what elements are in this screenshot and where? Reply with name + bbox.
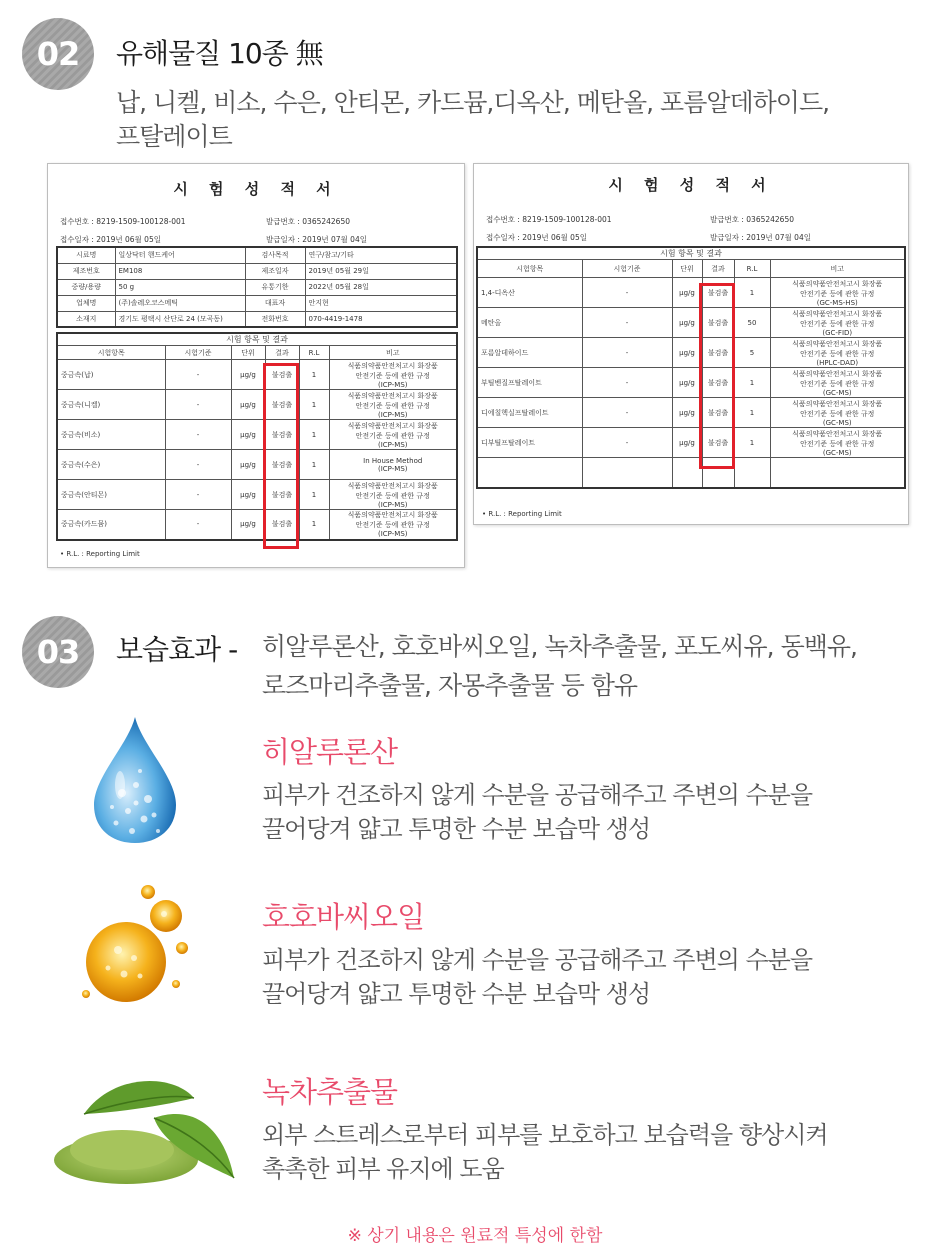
table-row	[477, 458, 905, 488]
description-line: 납, 니켈, 비소, 수은, 안티몬, 카드뮴,디옥산, 메탄올, 포름알데하이드,	[116, 88, 830, 117]
table-row: 디에칠헥실프탈레이트 - µg/g 불검출 1 식품의약품안전처고시 화장품 안전기준 등에 관한 규정 (GC-MS)	[477, 398, 905, 428]
section-number-badge: 02	[22, 18, 94, 90]
ingredient-name: 호호바씨오일	[262, 900, 425, 934]
section-description	[116, 86, 829, 154]
ingredient-description: 피부가 건조하지 않게 수분을 공급해주고 주변의 수분을 끌어당겨 얇고 투명한 수분 보습막 생성	[262, 781, 813, 843]
receipt-date: 접수일자 : 2019년 06월 05일	[486, 233, 587, 242]
ingredient-description: 외부 스트레스로부터 피부를 보호하고 보습력을 향상시켜 촉촉한 피부 유지에 도움	[262, 1121, 828, 1183]
issue-date: 발급일자 : 2019년 07월 04일	[266, 235, 367, 244]
table-caption: 시험 항목 및 결과	[477, 247, 905, 260]
table-row: 중금속(납) - µg/g 불검출 1 식품의약품안전처고시 화장품 안전기준 등에 관한 규정 (ICP-MS)	[57, 360, 457, 390]
section-title: 보습효과 -	[116, 633, 238, 666]
test-results-table	[56, 332, 458, 541]
test-certificate-document	[47, 163, 465, 568]
info-row: 시료명 일상닥터 핸드케어 검사목적 연구/참고/기타	[57, 247, 457, 263]
table-header-row: 시험항목 시험기준 단위 결과 R.L 비고	[477, 260, 905, 278]
table-row: 디부틸프탈레이트 - µg/g 불검출 1 식품의약품안전처고시 화장품 안전기준 등에 관한 규정 (GC-MS)	[477, 428, 905, 458]
info-row: 중량/용량 50 g 유통기한 2022년 05월 28일	[57, 279, 457, 295]
table-row: 중금속(비소) - µg/g 불검출 1 식품의약품안전처고시 화장품 안전기준 등에 관한 규정 (ICP-MS)	[57, 420, 457, 450]
section-number-badge: 03	[22, 616, 94, 688]
receipt-date: 접수일자 : 2019년 06월 05일	[60, 235, 161, 244]
oil-droplets-icon	[78, 880, 193, 1010]
table-row: 중금속(수은) - µg/g 불검출 1 In House Method (ICP-MS)	[57, 450, 457, 480]
reporting-limit-note: • R.L. : Reporting Limit	[60, 550, 140, 558]
table-caption: 시험 항목 및 결과	[57, 333, 457, 346]
result-highlight-box	[699, 283, 735, 469]
info-row: 업체명 (주)솔레오코스메틱 대표자 안지현	[57, 295, 457, 311]
receipt-number: 접수번호 : 8219-1509-100128-001	[486, 215, 612, 224]
ingredient-name: 히알루론산	[262, 735, 398, 769]
document-title: 시 험 성 적 서	[173, 180, 339, 198]
issue-number: 발급번호 : 0365242650	[266, 217, 350, 226]
table-row: 중금속(카드뮴) - µg/g 불검출 1 식품의약품안전처고시 화장품 안전기준 등에 관한 규정 (ICP-MS)	[57, 510, 457, 540]
result-highlight-box	[263, 363, 299, 549]
reporting-limit-note: • R.L. : Reporting Limit	[482, 510, 562, 518]
water-drop-icon	[92, 715, 178, 845]
issue-date: 발급일자 : 2019년 07월 04일	[710, 233, 811, 242]
issue-number: 발급번호 : 0365242650	[710, 215, 794, 224]
document-title: 시 험 성 적 서	[608, 176, 774, 194]
table-row: 메탄올 - µg/g 불검출 50 식품의약품안전처고시 화장품 안전기준 등에 관한 규정 (GC-FID)	[477, 308, 905, 338]
table-row: 포름알데하이드 - µg/g 불검출 5 식품의약품안전처고시 화장품 안전기준 등에 관한 규정 (HPLC-DAD)	[477, 338, 905, 368]
sample-info-table	[56, 246, 458, 328]
test-results-table	[476, 246, 906, 489]
info-row: 제조번호 EM108 제조일자 2019년 05월 29일	[57, 263, 457, 279]
table-row: 중금속(안티몬) - µg/g 불검출 1 식품의약품안전처고시 화장품 안전기준 등에 관한 규정 (ICP-MS)	[57, 480, 457, 510]
table-row: 부틸벤질프탈레이트 - µg/g 불검출 1 식품의약품안전처고시 화장품 안전기준 등에 관한 규정 (GC-MS)	[477, 368, 905, 398]
description-line: 히알루론산, 호호바씨오일, 녹차추출물, 포도씨유, 동백유,	[262, 632, 857, 661]
green-tea-icon	[44, 1068, 236, 1186]
section-title: 유해물질 10종 無	[116, 37, 323, 70]
info-row: 소재지 경기도 평택시 산단로 24 (모곡동) 전화번호 070-4419-1478	[57, 311, 457, 327]
disclaimer-note: ※ 상기 내용은 원료적 특성에 한함	[347, 1226, 603, 1246]
receipt-number: 접수번호 : 8219-1509-100128-001	[60, 217, 186, 226]
description-line: 프탈레이트	[116, 122, 232, 151]
table-row: 1,4-디옥산 - µg/g 불검출 1 식품의약품안전처고시 화장품 안전기준 등에 관한 규정 (GC-MS-HS)	[477, 278, 905, 308]
ingredient-description: 피부가 건조하지 않게 수분을 공급해주고 주변의 수분을 끌어당겨 얇고 투명한 수분 보습막 생성	[262, 946, 813, 1008]
table-row: 중금속(니켈) - µg/g 불검출 1 식품의약품안전처고시 화장품 안전기준 등에 관한 규정 (ICP-MS)	[57, 390, 457, 420]
test-certificate-document	[473, 163, 909, 525]
ingredient-name: 녹차추출물	[262, 1075, 398, 1109]
description-line: 로즈마리추출물, 자몽추출물 등 함유	[262, 671, 638, 700]
section-description	[262, 630, 857, 703]
table-header-row: 시험항목 시험기준 단위 결과 R.L 비고	[57, 346, 457, 360]
